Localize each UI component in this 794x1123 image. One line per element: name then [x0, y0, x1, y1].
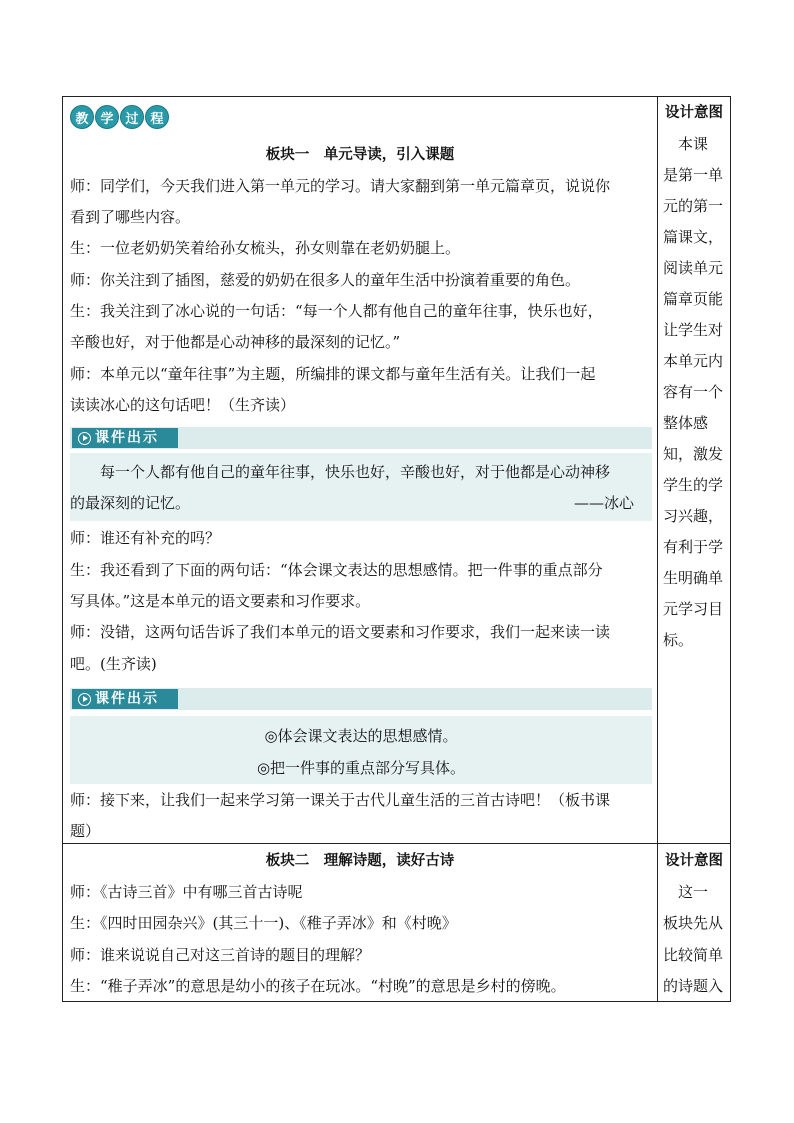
design-intent-line: 比较简单: [663, 946, 724, 964]
badge-char: 程: [145, 105, 169, 129]
design-intent-heading: 设计意图: [665, 105, 723, 121]
dialogue-line: 师：本单元以“童年往事”为主题，所编排的课文都与童年生活有关。让我们一起: [70, 365, 596, 383]
dialogue-line: 生：一位老奶奶笑着给孙女梳头，孙女则靠在老奶奶腿上。: [70, 239, 461, 257]
design-intent-line: 习兴趣，: [663, 507, 724, 525]
dialogue-line: 生：“稚子弄冰”的意思是幼小的孩子在玩冰。“村晚”的意思是乡村的傍晚。: [70, 977, 566, 995]
design-intent-line: 生明确单: [663, 569, 724, 587]
design-intent-line: 学生的学: [663, 476, 724, 494]
play-icon: [78, 693, 91, 706]
design-intent-line: 这一: [663, 883, 709, 901]
courseware-tab: [72, 689, 178, 709]
courseware-banner: [70, 688, 652, 710]
courseware-label: 课件出示: [95, 691, 159, 707]
design-intent-heading: 设计意图: [665, 853, 723, 869]
dialogue-line: 师：你关注到了插图，慈爱的奶奶在很多人的童年生活中扮演着重要的角色。: [70, 271, 581, 289]
courseware-banner: [70, 427, 652, 449]
dialogue-line: 生：《四时田园杂兴》(其三十一)、《稚子弄冰》和《村晚》: [70, 914, 457, 932]
design-intent-line: 的诗题入: [663, 977, 724, 995]
dialogue-line: 师：接下来，让我们一起来学习第一课关于古代儿童生活的三首古诗吧！（板书课: [70, 791, 611, 809]
dialogue-line: 师：《古诗三首》中有哪三首古诗呢: [70, 883, 303, 901]
quote-line: 每一个人都有他自己的童年往事，快乐也好，辛酸也好，对于他都是心动神移: [100, 463, 611, 481]
row-divider: [62, 843, 731, 844]
dialogue-line: 师：没错，这两句话告诉了我们本单元的语文要素和习作要求，我们一起来读一读: [70, 623, 611, 641]
design-intent-line: 标。: [663, 631, 694, 649]
dialogue-line: 题）: [70, 822, 101, 840]
badge-char: 学: [95, 105, 119, 129]
quote-line: ◎把一件事的重点部分写具体。: [256, 759, 466, 777]
design-intent-line: 有利于学: [663, 538, 724, 556]
section-heading: 板块二 理解诗题，读好古诗: [265, 853, 455, 869]
dialogue-line: 写具体。”这是本单元的语文要素和习作要求。: [70, 592, 371, 610]
badge-char: 教: [70, 105, 94, 129]
design-intent-line: 容有一个: [663, 383, 724, 401]
quote-author: ——冰心: [574, 494, 635, 512]
design-intent-line: 本课: [663, 135, 709, 153]
design-intent-line: 元学习目: [663, 600, 724, 618]
dialogue-line: 师：同学们，今天我们进入第一单元的学习。请大家翻到第一单元篇章页，说说你: [70, 177, 611, 195]
play-icon: [78, 432, 91, 445]
dialogue-line: 辛酸也好，对于他都是心动神移的最深刻的记忆。”: [70, 333, 401, 351]
design-intent-line: 篇课文，: [663, 228, 724, 246]
dialogue-line: 生：我关注到了冰心说的一句话：“每一个人都有他自己的童年往事，快乐也好，: [70, 302, 603, 320]
design-intent-line: 知，激发: [663, 445, 724, 463]
design-intent-line: 是第一单: [663, 166, 724, 184]
badge-char: 过: [120, 105, 144, 129]
courseware-label: 课件出示: [95, 430, 159, 446]
quote-box: [70, 453, 652, 521]
design-intent-line: 让学生对: [663, 321, 724, 339]
quote-line: ◎体会课文表达的思想感情。: [264, 727, 458, 745]
quote-box: [70, 716, 652, 784]
quote-line: 的最深刻的记忆。: [70, 494, 191, 512]
dialogue-line: 吧。(生齐读): [70, 655, 157, 673]
design-intent-line: 元的第一: [663, 197, 724, 215]
dialogue-line: 看到了哪些内容。: [70, 208, 191, 226]
column-divider: [657, 96, 658, 1002]
design-intent-line: 阅读单元: [663, 259, 724, 277]
design-intent-line: 本单元内: [663, 352, 724, 370]
design-intent-line: 板块先从: [663, 914, 724, 932]
dialogue-line: 读读冰心的这句话吧！（生齐读）: [70, 396, 296, 414]
dialogue-line: 师：谁来说说自己对这三首诗的题目的理解？: [70, 946, 371, 964]
design-intent-line: 篇章页能: [663, 290, 724, 308]
courseware-tab: [72, 428, 178, 448]
dialogue-line: 师：谁还有补充的吗？: [70, 529, 221, 547]
dialogue-line: 生：我还看到了下面的两句话：“体会课文表达的思想感情。把一件事的重点部分: [70, 561, 603, 579]
design-intent-line: 整体感: [663, 414, 709, 432]
section-heading: 板块一 单元导读，引入课题: [265, 147, 455, 163]
teaching-process-badge: [70, 105, 170, 131]
